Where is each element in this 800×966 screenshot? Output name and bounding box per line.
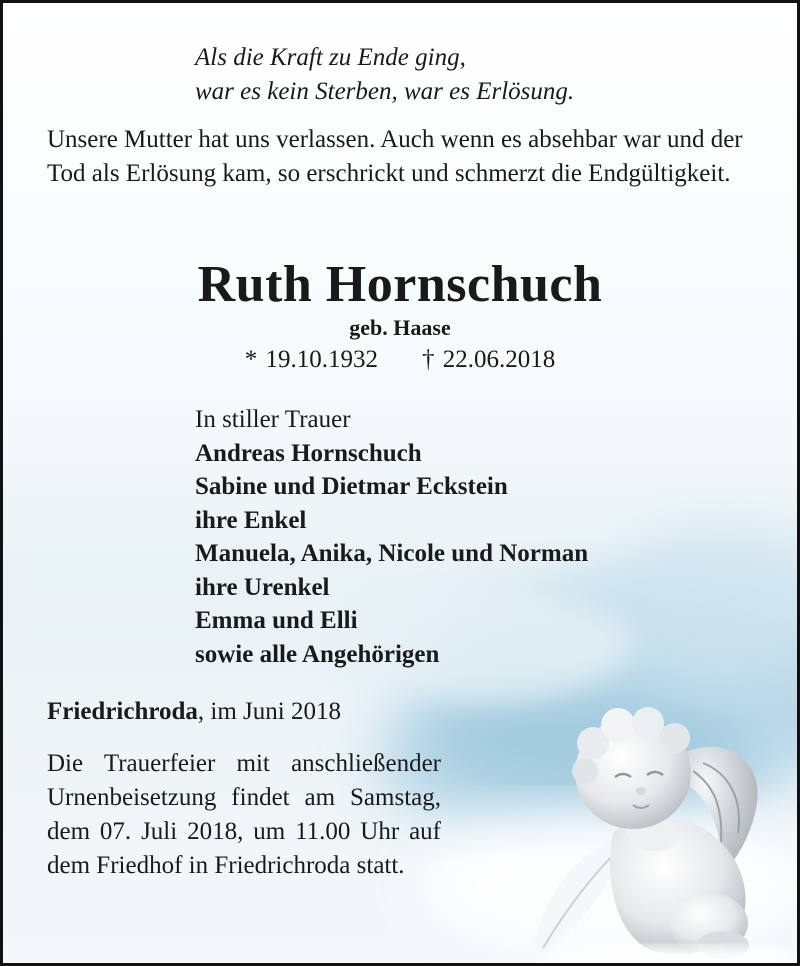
poem-line-2: war es kein Sterben, war es Erlösung. <box>195 78 575 105</box>
death-date: † 22.06.2018 <box>422 346 556 373</box>
poem-verse <box>195 41 574 109</box>
deceased-name: Ruth Hornschuch <box>197 256 603 313</box>
cherub-figurine-image <box>523 693 797 963</box>
mourners-heading: In stiller Trauer <box>195 406 351 433</box>
mourner-line: Manuela, Anika, Nicole und Norman <box>195 540 589 567</box>
mourner-line: sowie alle Angehörigen <box>195 640 440 668</box>
mourner-line: ihre Enkel <box>195 506 307 534</box>
life-dates <box>3 343 797 377</box>
birth-date: * 19.10.1932 <box>244 346 378 373</box>
intro-text: Unsere Mutter hat uns verlassen. Auch wenn es absehbar war und der Tod als Erlösung kam, so erschrickt und schmerzt die Endgültigkeit. <box>47 126 743 187</box>
place-and-date <box>47 695 341 729</box>
place-date: , im Juni 2018 <box>197 698 341 725</box>
mourner-line: Emma und Elli <box>195 607 358 634</box>
maiden-name: geb. Haase <box>349 315 451 340</box>
mourner-line: Andreas Hornschuch <box>195 439 422 467</box>
mourner-line: Sabine und Dietmar Eckstein <box>195 473 508 500</box>
poem-line-1: Als die Kraft zu Ende ging, <box>195 44 466 71</box>
mourner-line: ihre Urenkel <box>195 573 330 601</box>
place-town: Friedrichroda <box>47 698 198 725</box>
mourners-list <box>195 403 588 671</box>
funeral-service-info: Die Trauerfeier mit anschließender Urnenbeisetzung findet am Samstag, dem 07. Juli 2018, um 11.00 Uhr auf dem Friedhof in Friedrichroda statt. <box>47 750 441 879</box>
